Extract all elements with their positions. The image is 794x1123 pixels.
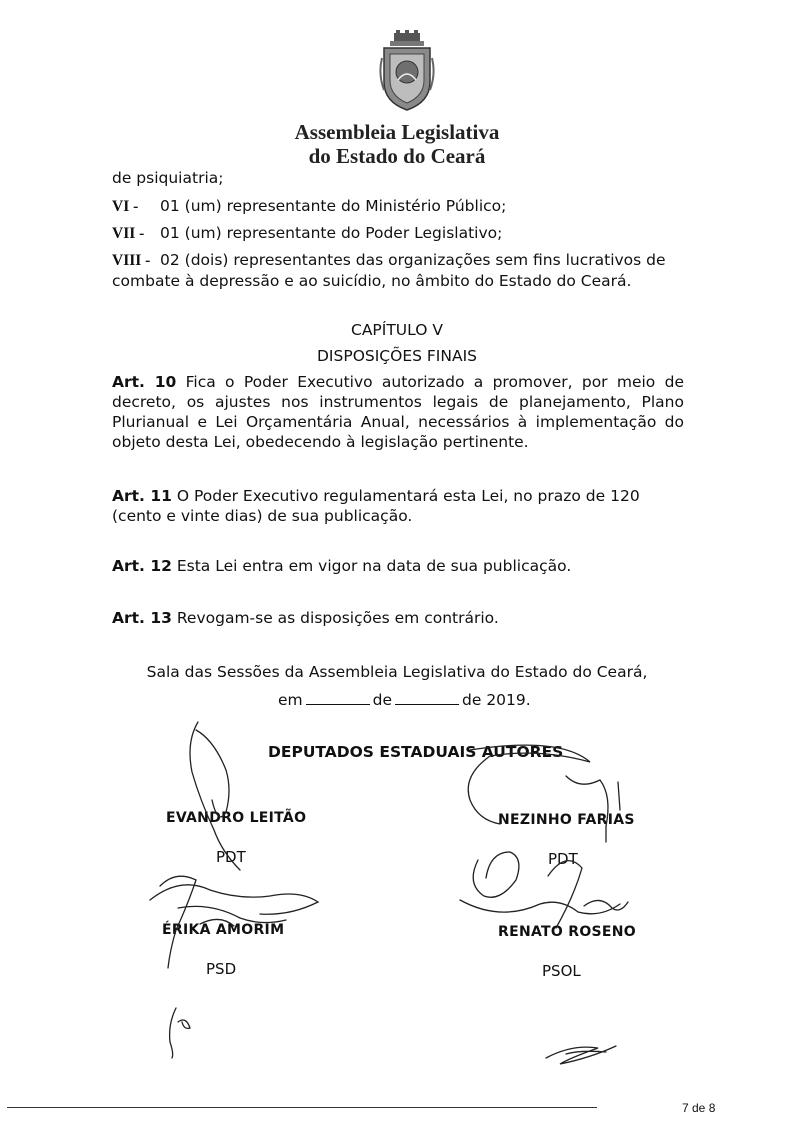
article-text: Revogam-se as disposições em contrário. (176, 609, 499, 627)
item-text: 01 (um) representante do Poder Legislativo; (160, 224, 503, 242)
article-label: Art. 13 (112, 609, 172, 627)
article-text: Fica o Poder Executivo autorizado a promover, por meio de decreto, os ajustes nos instrumentos legais de planejamento, Plano Plurianual e Lei Orçamentária Anual, necessários à implementação do objeto desta Lei, obedecendo à legislação pertinente. (112, 373, 684, 451)
institution-name-line2: do Estado do Ceará (308, 144, 486, 168)
page-number: 7 de 8 (682, 1101, 716, 1115)
institution-name-line1: Assembleia Legislativa (294, 120, 500, 144)
item-number: VIII - (112, 252, 151, 269)
signatory-party: PDT (548, 850, 578, 868)
authors-heading: DEPUTADOS ESTADUAIS AUTORES (268, 743, 564, 761)
article (112, 556, 692, 576)
signatory-name: ÉRIKA AMORIM (162, 922, 285, 938)
signatory-name: NEZINHO FARIAS (498, 812, 635, 828)
item-number: VII - (112, 225, 145, 242)
date-em-label: em (278, 691, 303, 709)
signatory-name: RENATO ROSENO (498, 924, 636, 940)
article (112, 608, 692, 628)
article-label: Art. 11 (112, 487, 172, 505)
closing-place: Sala das Sessões da Assembleia Legislativa do Estado do Ceará, (146, 663, 648, 681)
chapter-title: CAPÍTULO V (351, 321, 443, 339)
article-text: O Poder Executivo regulamentará esta Lei, no prazo de 120 (cento e vinte dias) de sua publicação. (112, 487, 640, 525)
article-text: Esta Lei entra em vigor na data de sua publicação. (176, 557, 572, 575)
article-label: Art. 10 (112, 373, 177, 391)
article (112, 372, 684, 452)
footer-divider (7, 1107, 597, 1108)
date-de-label: de (372, 691, 393, 709)
month-blank-line (395, 690, 459, 705)
state-coat-of-arms-icon (378, 30, 436, 112)
date-year-label: de 2019. (462, 691, 531, 709)
article (112, 486, 692, 526)
signatory-name: EVANDRO LEITÃO (166, 810, 307, 826)
signatory-party: PSD (206, 960, 237, 978)
article-label: Art. 12 (112, 557, 172, 575)
intro-text: de psiquiatria; (112, 169, 224, 187)
item-text: 02 (dois) representantes das organizações sem fins lucrativos de combate à depressão e ao suicídio, no âmbito do Estado do Ceará. (112, 251, 666, 290)
chapter-subtitle: DISPOSIÇÕES FINAIS (317, 347, 477, 365)
signatory-party: PSOL (542, 962, 581, 980)
list-item (112, 223, 692, 244)
signatory-party: PDT (216, 848, 246, 866)
day-blank-line (306, 690, 370, 705)
item-number: VI - (112, 198, 139, 215)
list-item (112, 196, 692, 217)
list-item (112, 250, 684, 291)
closing-date (278, 690, 531, 710)
item-text: 01 (um) representante do Ministério Público; (160, 197, 507, 215)
